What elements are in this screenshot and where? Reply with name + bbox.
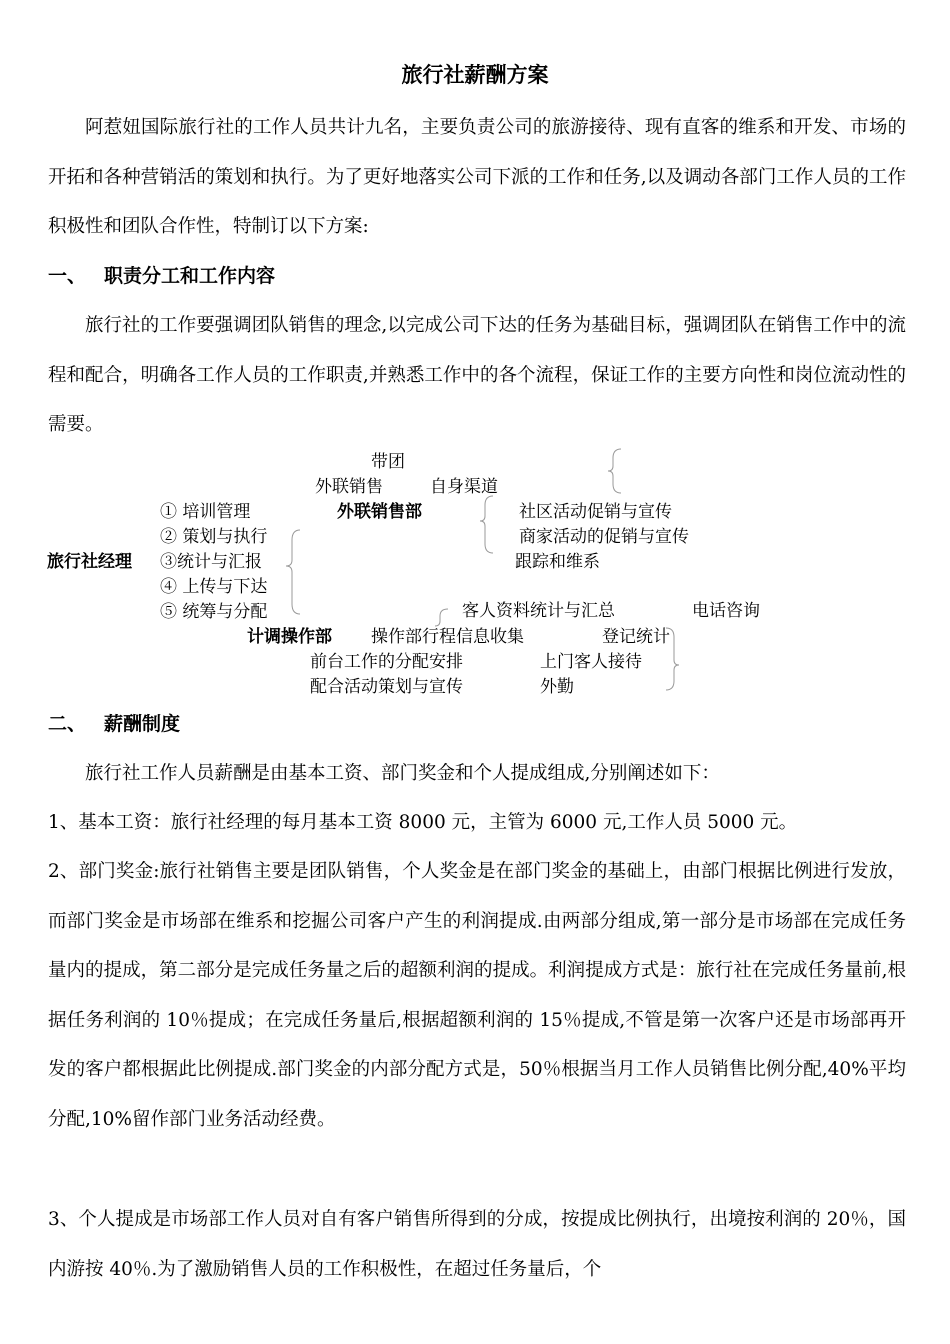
manager-duty: ① 培训管理 — [160, 502, 251, 522]
section1-title: 职责分工和工作内容 — [104, 265, 276, 287]
section2-heading — [48, 709, 180, 739]
sales-dept-node: 外联销售部 — [337, 502, 422, 522]
ops-dept-item: 电话咨询 — [692, 601, 760, 621]
salary-item-1: 1、基本工资：旅行社经理的每月基本工资 8000 元，主管为 6000 元,工作人员 5000 元。 — [48, 812, 798, 833]
sales-channel: 自身渠道 — [430, 477, 498, 497]
sales-channel: 外联销售 — [315, 477, 383, 497]
sales-dept-item: 商家活动的促销与宣传 — [519, 527, 689, 547]
sales-dept-item: 社区活动促销与宣传 — [519, 502, 672, 522]
section2-intro: 旅行社工作人员薪酬是由基本工资、部门奖金和个人提成组成,分别阐述如下： — [85, 763, 720, 784]
ops-dept-item: 客人资料统计与汇总 — [462, 601, 615, 621]
ops-dept-item: 前台工作的分配安排 — [310, 652, 463, 672]
ops-dept-item: 操作部行程信息收集 — [371, 627, 524, 647]
section2-number: 二、 — [48, 713, 87, 735]
bracket-sales — [480, 496, 493, 553]
manager-duty: ③统计与汇报 — [160, 552, 262, 572]
section1-body: 旅行社的工作要强调团队销售的理念,以完成公司下达的任务为基础目标，强调团队在销售工作中的流程和配合，明确各工作人员的工作职责,并熟悉工作中的各个流程，保证工作的主要方向性和岗位流动性的需要。 — [48, 315, 906, 435]
manager-duty: ④ 上传与下达 — [160, 577, 268, 597]
ops-dept-node: 计调操作部 — [247, 627, 332, 647]
manager-duty: ⑤ 统筹与分配 — [160, 602, 268, 622]
bracket-manager — [286, 530, 300, 614]
document-title: 旅行社薪酬方案 — [401, 62, 549, 87]
intro-paragraph: 阿惹妞国际旅行社的工作人员共计九名，主要负责公司的旅游接待、现有直客的维系和开发、市场的开拓和各种营销活的策划和执行。为了更好地落实公司下派的工作和任务,以及调动各部门工作人员的工作积极性和团队合作性，特制订以下方案: — [48, 117, 906, 237]
ops-dept-item: 登记统计 — [602, 627, 670, 647]
sales-dept-item: 跟踪和维系 — [515, 552, 600, 572]
manager-duty: ② 策划与执行 — [160, 527, 268, 547]
org-root-manager: 旅行社经理 — [47, 552, 132, 572]
salary-item-3: 3、个人提成是市场部工作人员对自有客户销售所得到的分成，按提成比例执行，出境按利润的 20％，国内游按 40％.为了激励销售人员的工作积极性，在超过任务量后，个 — [48, 1209, 906, 1280]
ops-dept-item: 外勤 — [540, 677, 574, 697]
bracket-ops-top — [435, 609, 448, 626]
bracket-top-right — [608, 449, 621, 493]
section1-number: 一、 — [48, 265, 87, 287]
section2-title: 薪酬制度 — [104, 713, 181, 735]
salary-item-2: 2、部门奖金:旅行社销售主要是团队销售，个人奖金是在部门奖金的基础上，由部门根据比例进行发放，而部门奖金是市场部在维系和挖掘公司客户产生的利润提成.由两部分组成,第一部分是市场部在完成任务量内的提成，第二部分是完成任务量之后的超额利润的提成。利润提成方式是：旅行社在完成任务量前,根据任务利润的 10％提成；在完成任务量后,根据超额利润的 15％提成,不管是第一次客户还是市场部再开发的客户都根据此比例提成.部门奖金的内部分配方式是，50％根据当月工作人员销售比例分配,40%平均分配,10%留作部门业务活动经费。 — [48, 861, 906, 1130]
ops-dept-item: 配合活动策划与宣传 — [310, 677, 463, 697]
ops-dept-item: 上门客人接待 — [540, 652, 642, 672]
sales-top-item: 带团 — [371, 452, 405, 472]
